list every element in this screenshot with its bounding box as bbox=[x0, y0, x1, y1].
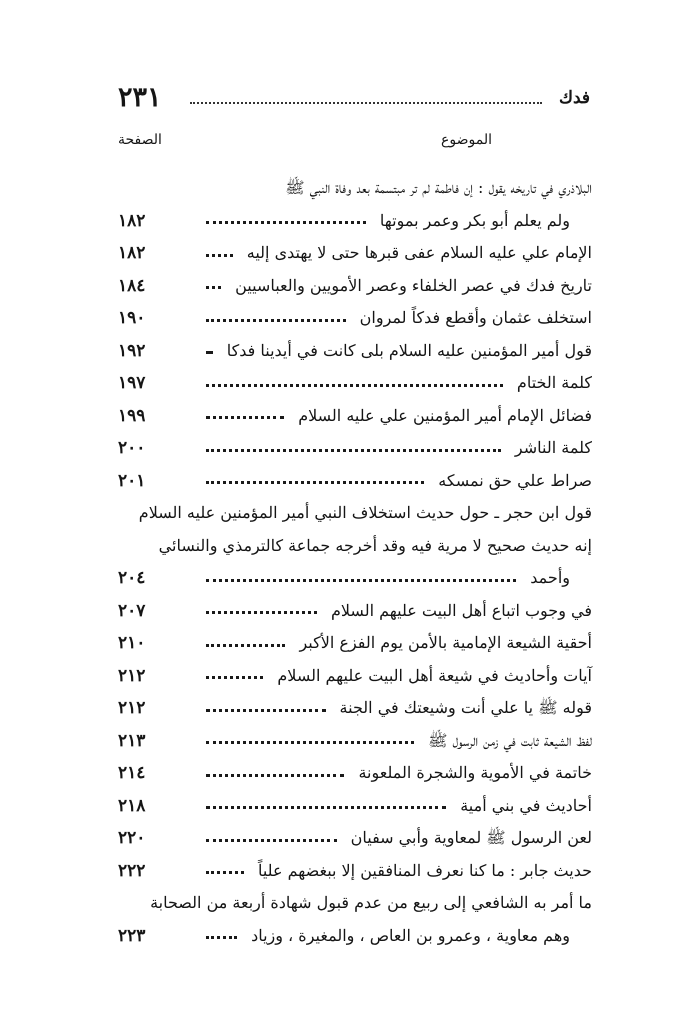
toc-entry-title: خاتمة في الأموية والشجرة الملعونة bbox=[358, 763, 592, 782]
toc-entry-title: صراط علي حق نمسكه bbox=[438, 470, 592, 490]
toc-entry-page-number: ٢٢٠ bbox=[118, 828, 146, 848]
toc-entry-final-line bbox=[118, 205, 592, 238]
toc-entry-page-number: ١٨٢ bbox=[118, 210, 146, 231]
toc-entry-final-line bbox=[118, 627, 592, 660]
toc-entry-title: لفظ الشيعة ثابت في زمن الرسول ﷺ bbox=[428, 730, 592, 750]
dotted-leader bbox=[206, 449, 501, 452]
toc-entry bbox=[118, 335, 592, 368]
toc-entry-title: استخلف عثمان وأقطع فدكاً لمروان bbox=[359, 308, 592, 327]
toc-entry bbox=[118, 432, 592, 465]
toc-entry-page-number: ١٩٠ bbox=[118, 308, 146, 328]
toc-entry-page-number: ٢١٢ bbox=[118, 698, 146, 718]
toc-entry-page-number: ١٩٧ bbox=[118, 373, 146, 393]
toc-entry-title: حديث جابر : ما كنا نعرف المنافقين إلا ببغضهم علياً bbox=[257, 860, 592, 880]
toc-entry-final-line bbox=[118, 432, 592, 465]
toc-entry-final-line bbox=[118, 562, 592, 595]
table-of-contents bbox=[118, 172, 592, 952]
dotted-leader bbox=[206, 286, 221, 289]
running-header bbox=[118, 82, 590, 118]
toc-entry bbox=[118, 302, 592, 335]
toc-entry bbox=[118, 465, 592, 498]
page-column-heading: الصفحة bbox=[118, 132, 162, 148]
toc-entry bbox=[118, 237, 592, 270]
toc-entry-title: قوله ﷺ يا علي أنت وشيعتك في الجنة bbox=[339, 698, 592, 717]
toc-entry-title: آيات وأحاديث في شيعة أهل البيت عليهم السلام bbox=[277, 665, 592, 685]
toc-entry-title: قول أمير المؤمنين عليه السلام بلى كانت في أيدينا فدكا bbox=[226, 340, 592, 360]
dotted-leader bbox=[206, 871, 244, 874]
toc-entry bbox=[118, 400, 592, 433]
dotted-leader bbox=[206, 579, 516, 582]
toc-entry-page-number: ٢٠٧ bbox=[118, 600, 146, 621]
toc-entry bbox=[118, 595, 592, 628]
toc-entry-final-line bbox=[118, 270, 592, 303]
dotted-leader bbox=[206, 481, 424, 484]
page-number: ٢٣١ bbox=[118, 82, 162, 113]
toc-entry-page-number: ١٨٤ bbox=[118, 275, 146, 296]
dotted-leader bbox=[206, 774, 344, 777]
dotted-leader bbox=[206, 416, 284, 419]
toc-entry-page-number: ٢٠٤ bbox=[118, 568, 146, 588]
dotted-leader bbox=[206, 806, 446, 809]
column-headings bbox=[118, 132, 590, 158]
toc-entry-final-line bbox=[118, 822, 592, 855]
toc-entry-final-line bbox=[118, 335, 592, 368]
toc-entry-text-line: البلاذري في تاريخه يقول : إن فاطمة لم تر مبتسمة بعد وفاة النبي ﷺ bbox=[285, 178, 592, 197]
toc-entry bbox=[118, 497, 592, 595]
toc-entry-title: أحقية الشيعة الإمامية بالأمن يوم الفزع الأكبر bbox=[299, 633, 592, 652]
toc-entry-final-line bbox=[118, 855, 592, 888]
toc-entry-title: ولم يعلم أبو بكر وعمر بموتها bbox=[379, 210, 570, 230]
dotted-leader bbox=[206, 839, 337, 842]
toc-entry bbox=[118, 887, 592, 952]
toc-entry-page-number: ٢٢٣ bbox=[118, 925, 146, 946]
dotted-leader bbox=[206, 676, 263, 679]
toc-entry-page-number: ٢١٢ bbox=[118, 665, 146, 686]
toc-entry bbox=[118, 822, 592, 855]
header-dotted-rule bbox=[190, 102, 542, 104]
toc-entry-title: وهم معاوية ، وعمرو بن العاص ، والمغيرة ، وزياد bbox=[251, 925, 570, 945]
toc-entry-title: وأحمد bbox=[530, 568, 570, 587]
dotted-leader bbox=[206, 611, 317, 614]
running-header-title: فدك bbox=[558, 88, 590, 108]
toc-entry bbox=[118, 790, 592, 823]
toc-entry-title: تاريخ فدك في عصر الخلفاء وعصر الأمويين والعباسيين bbox=[235, 275, 592, 295]
toc-entry-final-line bbox=[118, 302, 592, 335]
topic-column-heading: الموضوع bbox=[441, 132, 492, 148]
toc-entry-final-line bbox=[118, 725, 592, 758]
dotted-leader bbox=[206, 221, 366, 224]
toc-entry-title: في وجوب اتباع أهل البيت عليهم السلام bbox=[330, 600, 592, 620]
toc-entry-page-number: ١٨٢ bbox=[118, 243, 146, 263]
toc-entry-final-line bbox=[118, 790, 592, 823]
toc-entry-text-line: ما أمر به الشافعي إلى ربيع من عدم قبول شهادة أربعة من الصحابة bbox=[150, 893, 592, 912]
toc-entry-final-line bbox=[118, 367, 592, 400]
toc-entry-title: الإمام علي عليه السلام عفى قبرها حتى لا يهتدى إليه bbox=[246, 243, 592, 262]
toc-entry-page-number: ٢١٤ bbox=[118, 763, 146, 783]
toc-entry-title: كلمة الناشر bbox=[514, 438, 592, 457]
toc-entry bbox=[118, 270, 592, 303]
toc-entry-page-number: ٢١٠ bbox=[118, 633, 146, 653]
toc-entry-title: أحاديث في بني أمية bbox=[460, 795, 592, 815]
toc-entry-final-line bbox=[118, 465, 592, 498]
toc-entry bbox=[118, 757, 592, 790]
toc-entry-final-line bbox=[118, 400, 592, 433]
toc-entry-page-number: ٢٠١ bbox=[118, 470, 146, 491]
toc-entry bbox=[118, 367, 592, 400]
dotted-leader bbox=[206, 254, 233, 257]
toc-entry-page-number: ٢٠٠ bbox=[118, 438, 146, 458]
dotted-leader bbox=[206, 644, 285, 647]
dotted-leader bbox=[206, 351, 213, 354]
toc-entry bbox=[118, 855, 592, 888]
toc-entry bbox=[118, 725, 592, 758]
toc-entry bbox=[118, 172, 592, 237]
toc-entry bbox=[118, 660, 592, 693]
toc-entry-title: فضائل الإمام أمير المؤمنين علي عليه السلام bbox=[298, 405, 592, 425]
toc-entry-final-line bbox=[118, 920, 592, 953]
toc-entry bbox=[118, 692, 592, 725]
dotted-leader bbox=[206, 709, 326, 712]
toc-entry-page-number: ١٩٩ bbox=[118, 405, 146, 426]
dotted-leader bbox=[206, 384, 503, 387]
toc-entry-final-line bbox=[118, 692, 592, 725]
toc-entry-title: لعن الرسول ﷺ لمعاوية وأبي سفيان bbox=[350, 828, 592, 847]
toc-entry-page-number: ٢٢٢ bbox=[118, 860, 146, 881]
toc-entry bbox=[118, 627, 592, 660]
toc-entry-final-line bbox=[118, 595, 592, 628]
toc-entry-final-line bbox=[118, 237, 592, 270]
toc-entry-title: كلمة الختام bbox=[516, 373, 592, 392]
toc-entry-text-line: إنه حديث صحيح لا مرية فيه وقد أخرجه جماعة كالترمذي والنسائي bbox=[158, 535, 592, 555]
dotted-leader bbox=[206, 741, 414, 744]
toc-entry-text-line: قول ابن حجر ـ حول حديث استخلاف النبي أمير المؤمنين عليه السلام bbox=[138, 503, 592, 522]
toc-entry-page-number: ٢١٨ bbox=[118, 795, 146, 816]
dotted-leader bbox=[206, 936, 237, 939]
toc-entry-final-line bbox=[118, 757, 592, 790]
toc-entry-page-number: ١٩٢ bbox=[118, 340, 146, 361]
toc-entry-page-number: ٢١٣ bbox=[118, 730, 146, 751]
toc-entry-final-line bbox=[118, 660, 592, 693]
dotted-leader bbox=[206, 319, 346, 322]
